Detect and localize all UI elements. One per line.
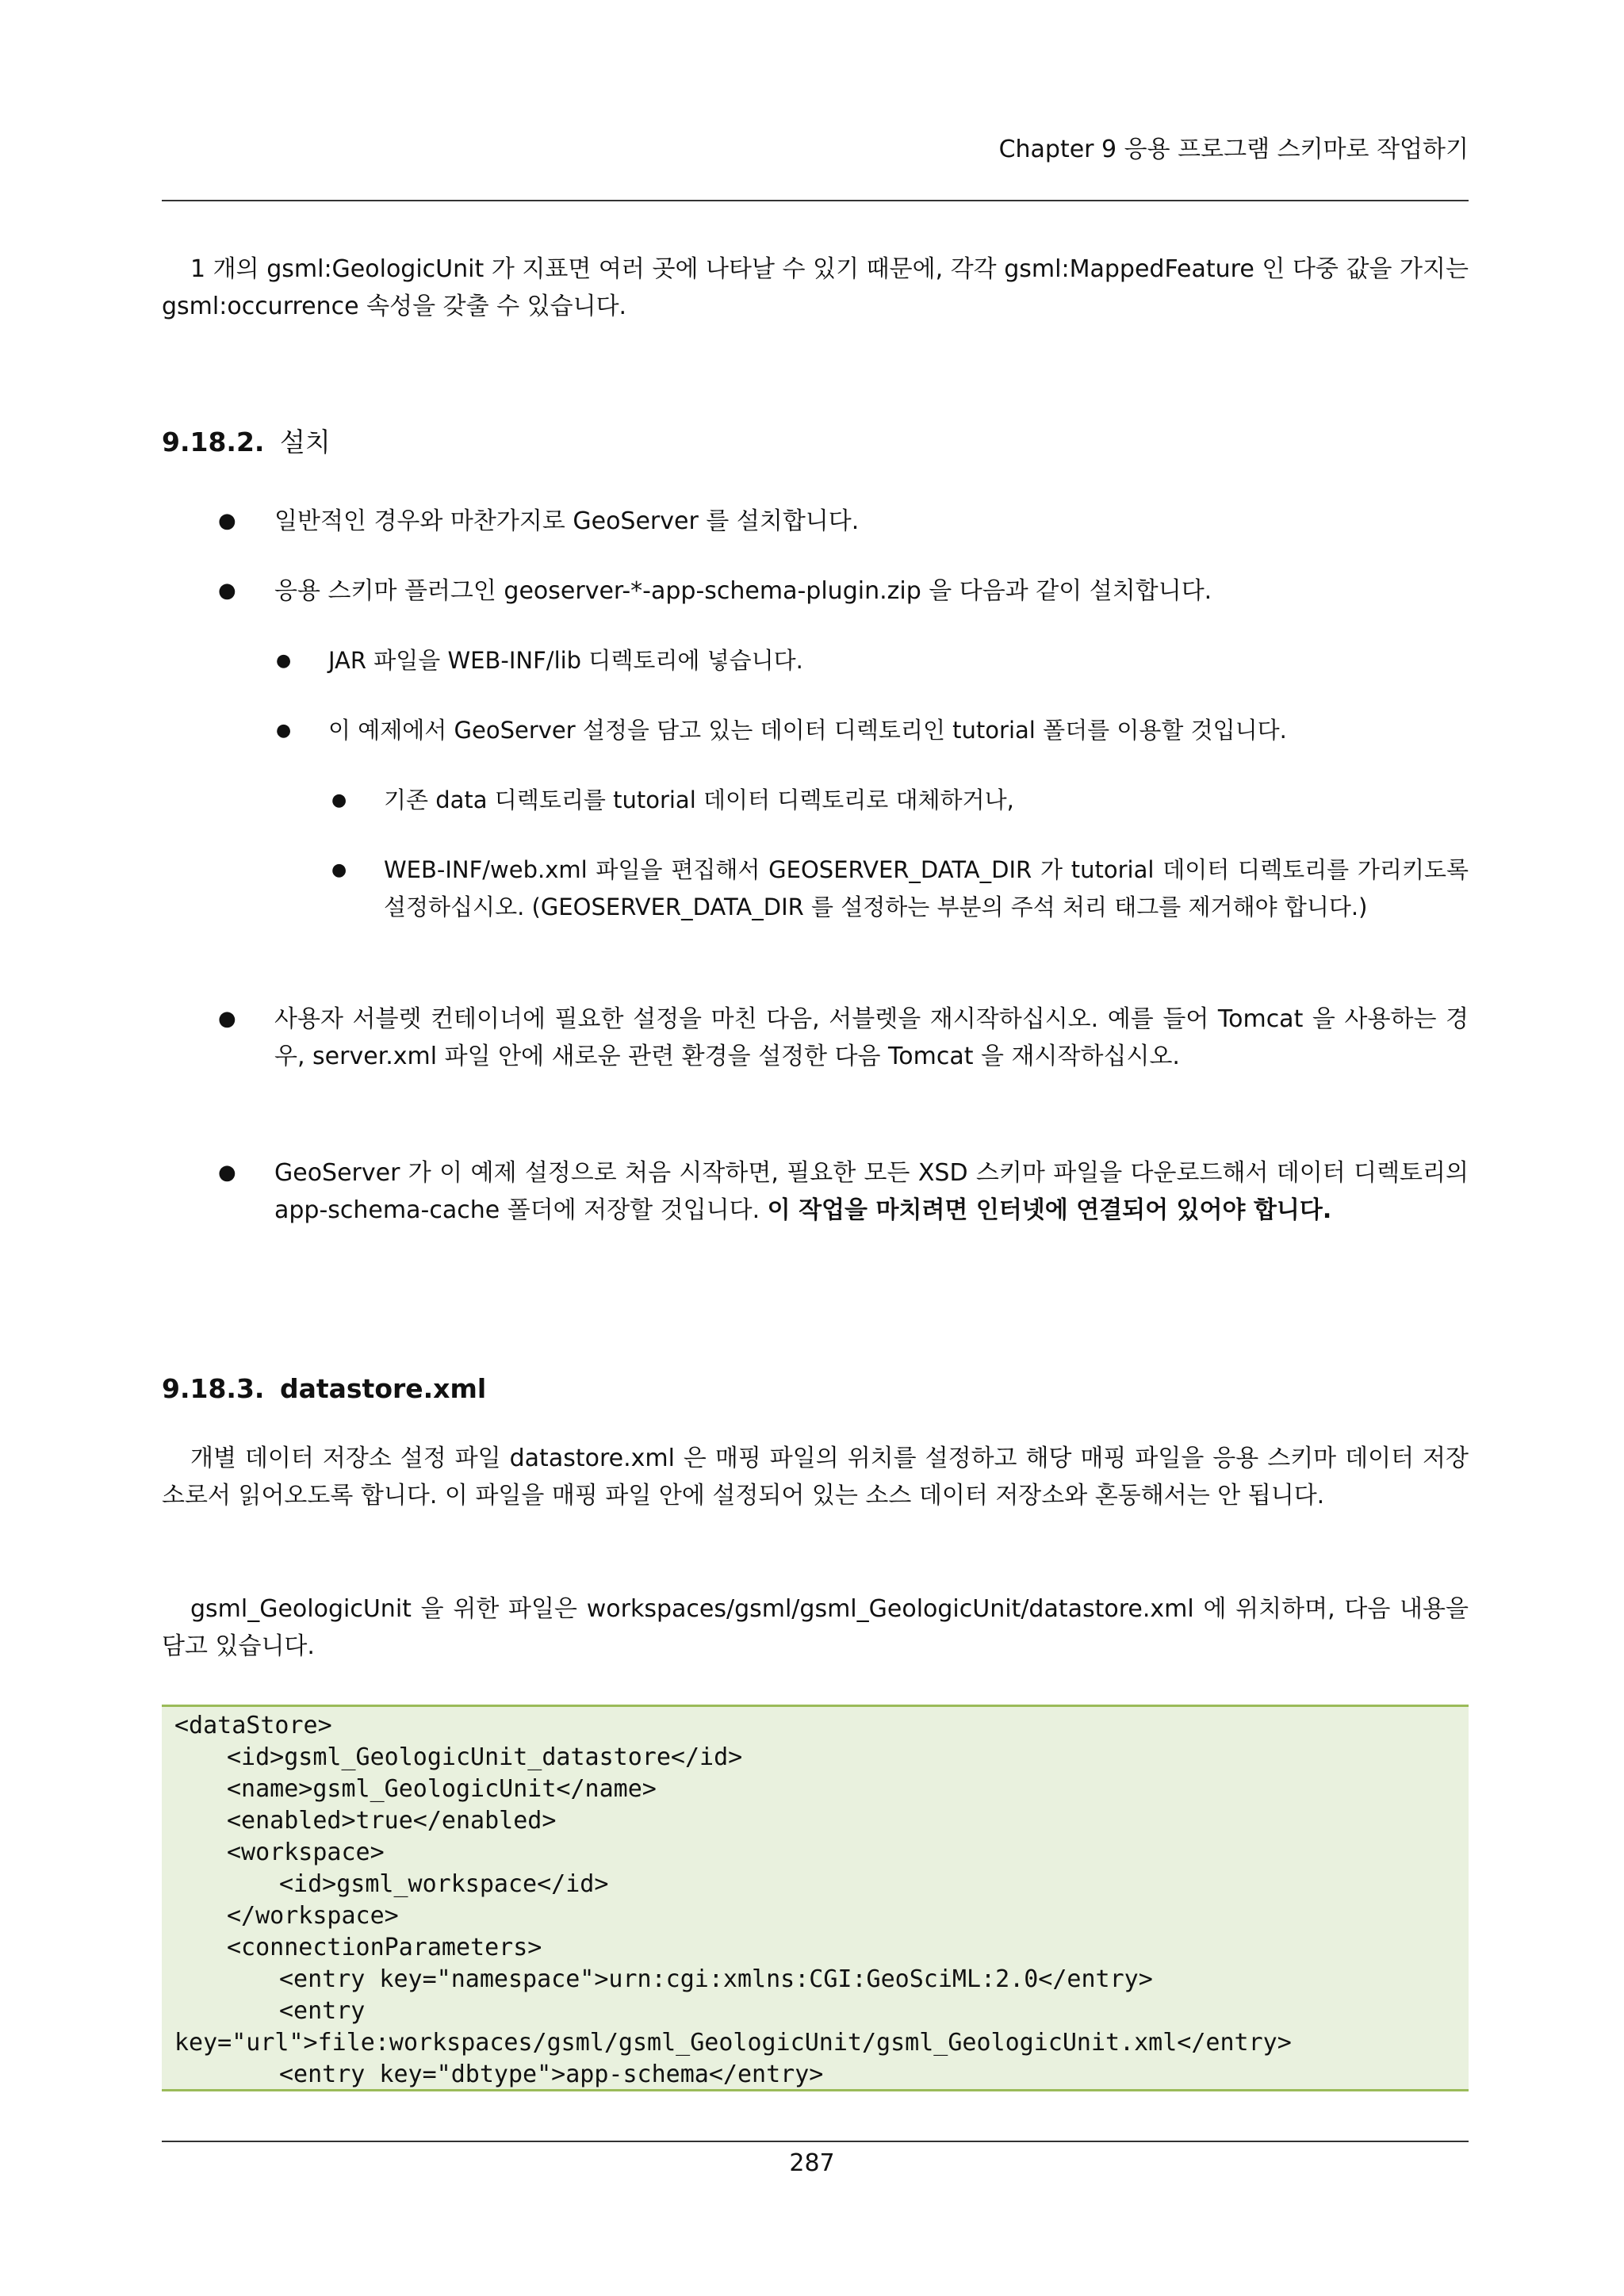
bullet-icon: ● bbox=[218, 1161, 236, 1184]
code-line: <id>gsml_GeologicUnit_datastore</id> bbox=[227, 1743, 743, 1771]
bullet-icon: ● bbox=[276, 651, 292, 671]
list-item: ● WEB-INF/web.xml 파일을 편집해서 GEOSERVER_DATA_DIR 가 tutorial 데이터 디렉토리를 가리키도록 설정하십시오. (GEOSERVER_DATA_DIR 를 설정하는 부분의 주석 처리 태그를 제거해야 합니다.) bbox=[384, 851, 1469, 926]
list-item: ● 사용자 서블렛 컨테이너에 필요한 설정을 마친 다음, 서블렛을 재시작하십시오. 예를 들어 Tomcat 을 사용하는 경우, server.xml 파일 안에 새로운 관련 환경을 설정한 다음 Tomcat 을 재시작하십시오. bbox=[274, 1001, 1469, 1075]
section-title: 설치 bbox=[279, 427, 331, 457]
bullet-icon: ● bbox=[218, 509, 236, 533]
list-item: ● 응용 스키마 플러그인 geoserver-*-app-schema-plugin.zip 을 다음과 같이 설치합니다. bbox=[274, 572, 1469, 610]
bullet-icon: ● bbox=[331, 860, 347, 880]
code-block bbox=[162, 1705, 1469, 2091]
datastore-paragraph: 개별 데이터 저장소 설정 파일 datastore.xml 은 매핑 파일의 위치를 설정하고 해당 매핑 파일을 응용 스키마 데이터 저장소로서 읽어오도록 합니다. 이 파일을 매핑 파일 안에 설정되어 있는 소스 데이터 저장소와 혼동해서는 안 됩니다. bbox=[162, 1445, 1469, 1510]
code-line: <connectionParameters> bbox=[227, 1934, 542, 1961]
bullet-icon: ● bbox=[218, 579, 236, 603]
code-line: <dataStore> bbox=[174, 1712, 332, 1739]
bullet-icon: ● bbox=[218, 1007, 236, 1031]
code-line: <workspace> bbox=[227, 1839, 385, 1866]
list-item: ● 기존 data 디렉토리를 tutorial 데이터 디렉토리로 대체하거나, bbox=[384, 782, 1469, 819]
section-heading-datastore bbox=[162, 1372, 486, 1406]
bullet-icon: ● bbox=[276, 721, 292, 740]
code-line: <enabled>true</enabled> bbox=[227, 1807, 557, 1835]
intro-paragraph: 1 개의 gsml:GeologicUnit 가 지표면 여러 곳에 나타날 수 있기 때문에, 각각 gsml:MappedFeature 인 다중 값을 가지는 gsml:occurrence 속성을 갖출 수 있습니다. bbox=[162, 255, 1469, 320]
section-number: 9.18.3. bbox=[162, 1373, 265, 1404]
footer-divider bbox=[162, 2141, 1469, 2142]
section-number: 9.18.2. bbox=[162, 427, 265, 457]
list-item: ● 이 예제에서 GeoServer 설정을 담고 있는 데이터 디렉토리인 tutorial 폴더를 이용할 것입니다. bbox=[328, 712, 1469, 749]
code-line: <name>gsml_GeologicUnit</name> bbox=[227, 1775, 657, 1803]
code-line: key="url">file:workspaces/gsml/gsml_GeologicUnit/gsml_GeologicUnit.xml</entry> bbox=[174, 2029, 1292, 2057]
datastore-location-paragraph: gsml_GeologicUnit 을 위한 파일은 workspaces/gsml/gsml_GeologicUnit/datastore.xml 에 위치하며, 다음 내용을 담고 있습니다. bbox=[162, 1595, 1469, 1660]
list-item: ● JAR 파일을 WEB-INF/lib 디렉토리에 넣습니다. bbox=[328, 642, 1469, 679]
code-line: <entry key="dbtype">app-schema</entry> bbox=[279, 2061, 824, 2088]
section-title: datastore.xml bbox=[279, 1373, 487, 1404]
section-heading-install bbox=[162, 425, 331, 460]
internet-warning: 이 작업을 마치려면 인터넷에 연결되어 있어야 합니다. bbox=[767, 1196, 1332, 1224]
code-line: <entry bbox=[279, 1997, 366, 2025]
page-header: Chapter 9 응용 프로그램 스키마로 작업하기 bbox=[998, 136, 1469, 163]
bullet-icon: ● bbox=[331, 790, 347, 810]
page-number: 287 bbox=[789, 2149, 835, 2177]
list-item: ● 일반적인 경우와 마찬가지로 GeoServer 를 설치합니다. bbox=[274, 503, 1469, 540]
header-divider bbox=[162, 200, 1469, 201]
code-line: <entry key="namespace">urn:cgi:xmlns:CGI:GeoSciML:2.0</entry> bbox=[279, 1965, 1153, 1993]
code-line: <id>gsml_workspace</id> bbox=[279, 1870, 609, 1898]
list-item: ● GeoServer 가 이 예제 설정으로 처음 시작하면, 필요한 모든 XSD 스키마 파일을 다운로드해서 데이터 디렉토리의 app-schema-cache 폴더에 저장할 것입니다. 이 작업을 마치려면 인터넷에 연결되어 있어야 합니다. bbox=[274, 1154, 1469, 1229]
code-line: </workspace> bbox=[227, 1902, 399, 1930]
